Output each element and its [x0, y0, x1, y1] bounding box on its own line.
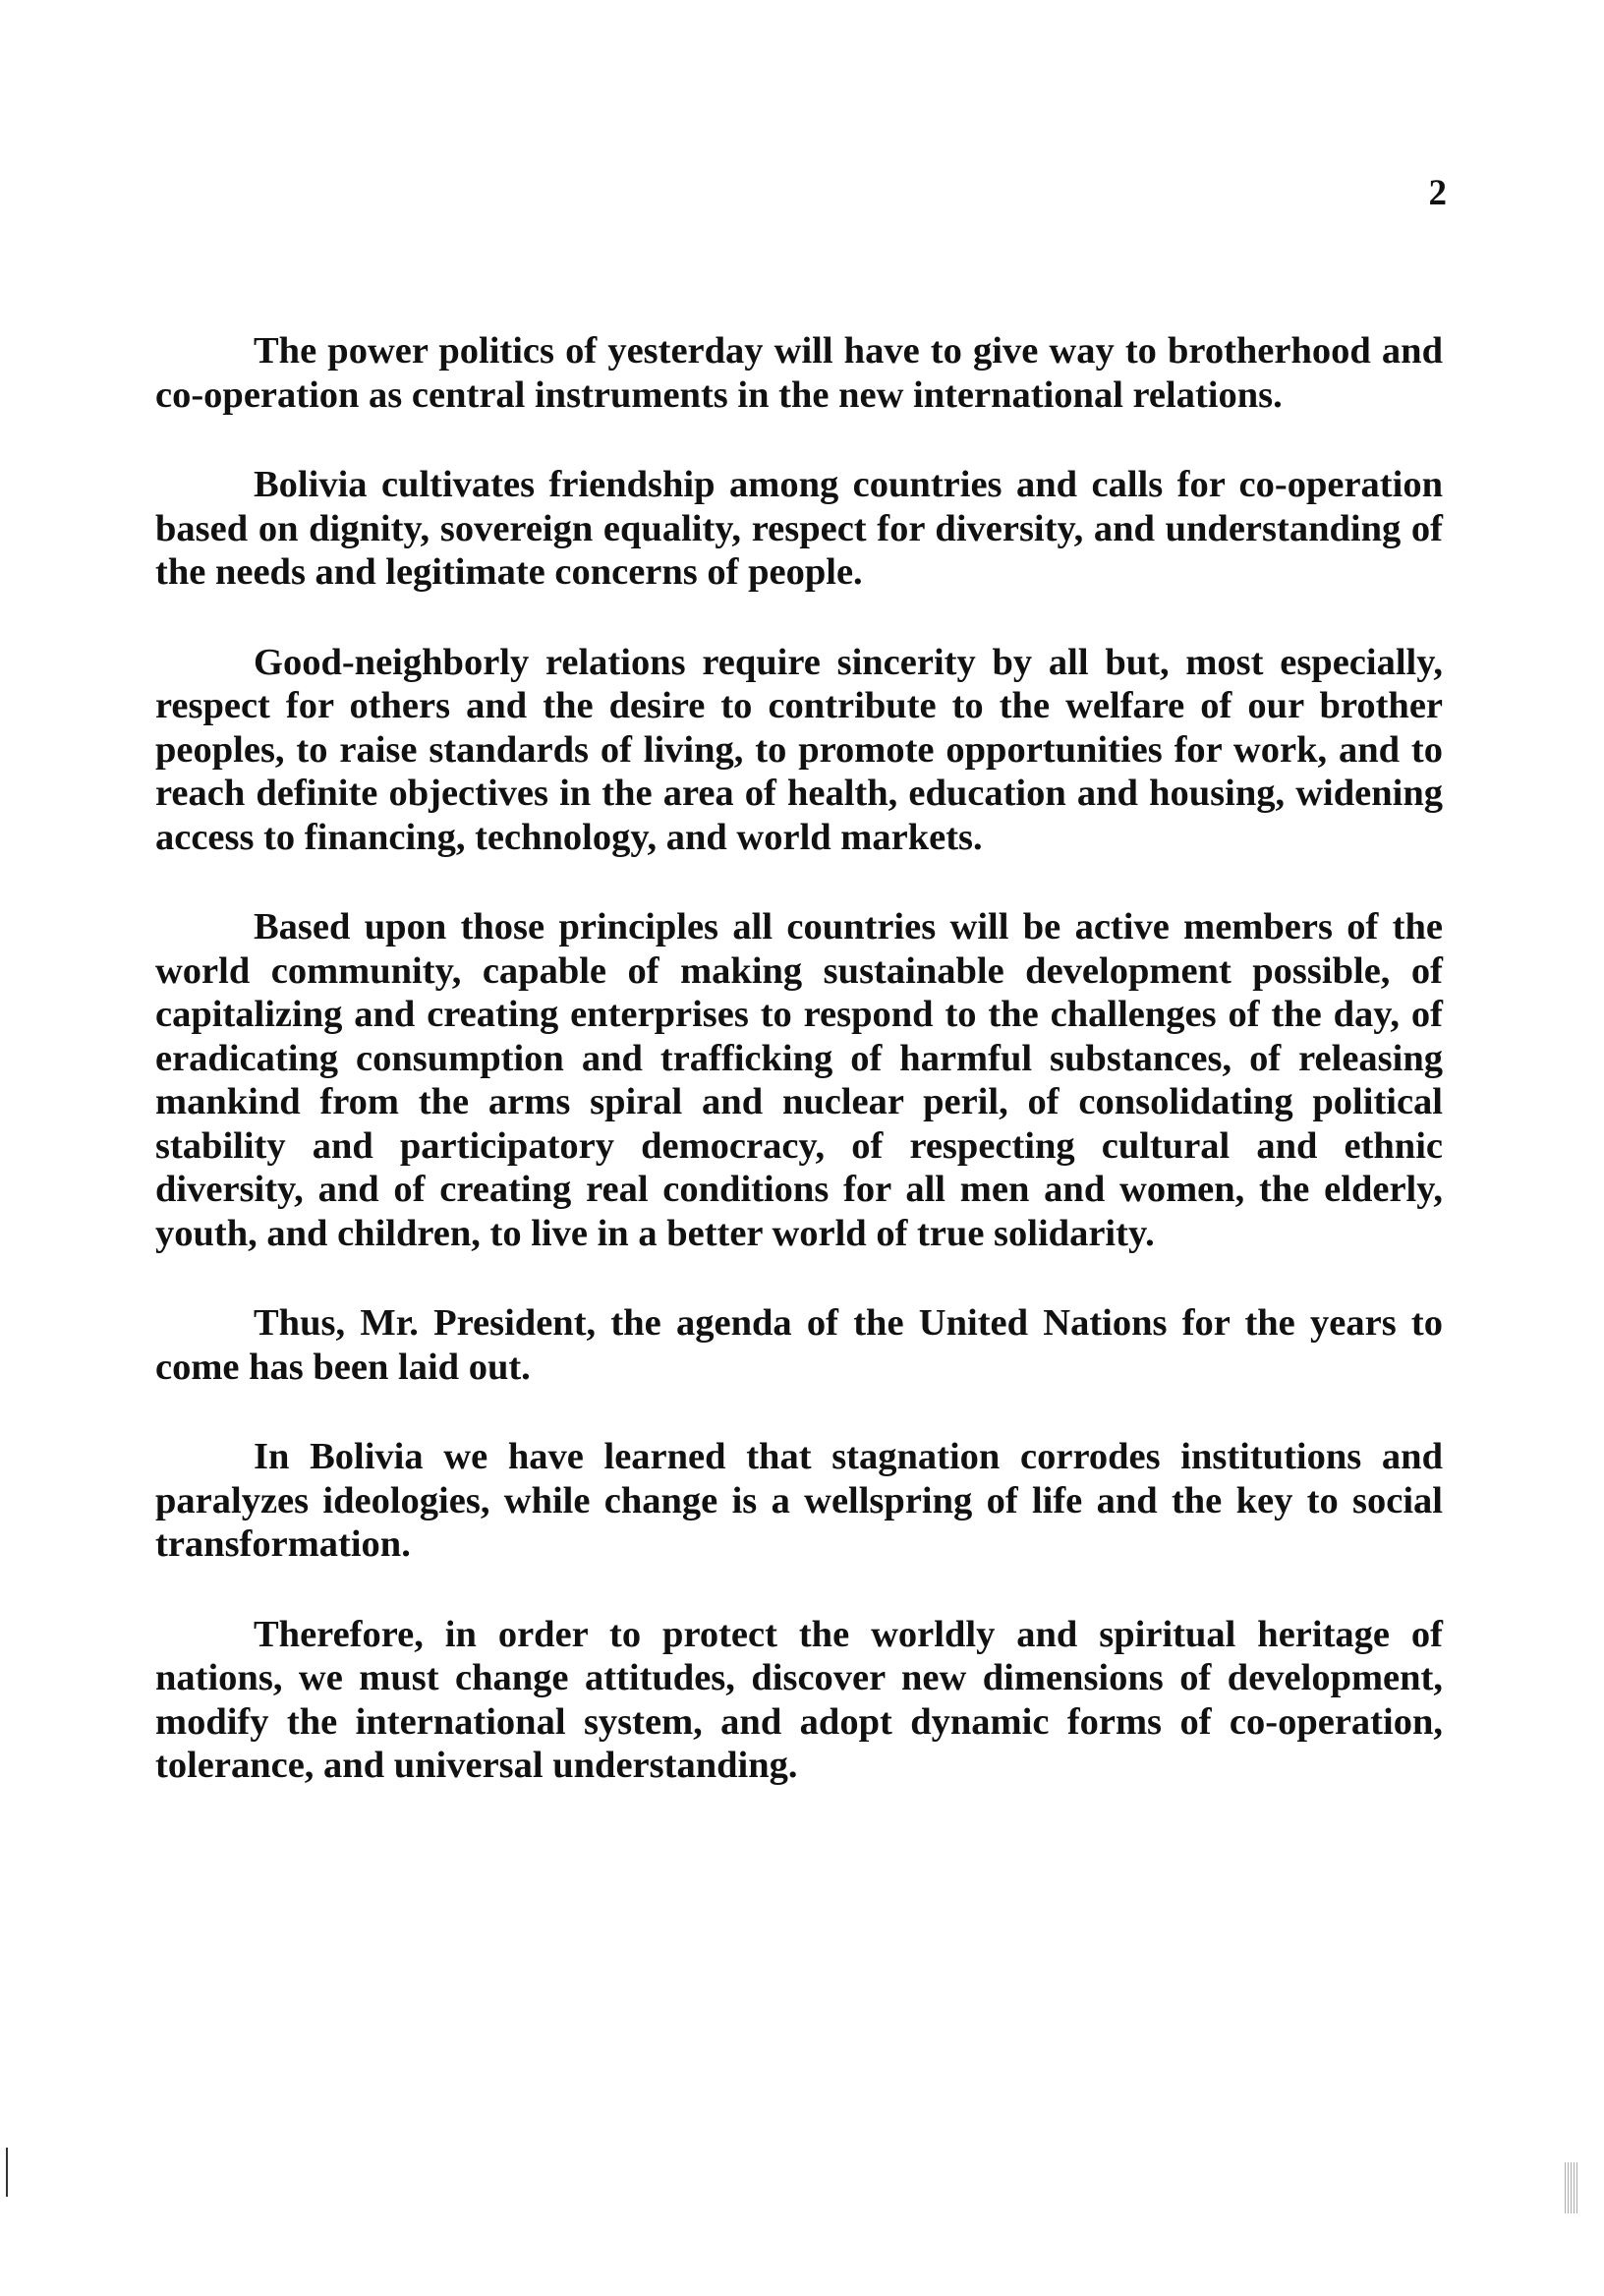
paragraph: Based upon those principles all countries will be active members of the world community, capable of making sustainable development possible, of capitalizing and creating enterprises to respond to the challenges of the day, of eradicating consumption and trafficking of harmful substances, of releasing mankind from the arms spiral and nuclear peril, of consolidating political stability and participatory democracy, of respecting cultural and ethnic diversity, and of creating real conditions for all men and women, the elderly, youth, and children, to live in a better world of true solidarity. [155, 906, 1443, 1254]
paragraph: Therefore, in order to protect the worldly and spiritual heritage of nations, we must change attitudes, discover new dimensions of development, modify the international system, and adopt dynamic forms of co-operation, tolerance, and universal understanding. [155, 1613, 1443, 1786]
document-body [155, 329, 1443, 1834]
paragraph: Good-neighborly relations require sincerity by all but, most especially, respect for others and the desire to contribute to the welfare of our brother peoples, to raise standards of living, to promote opportunities for work, and to reach definite objectives in the area of health, education and housing, widening access to financing, technology, and world markets. [155, 641, 1443, 858]
scan-artifact-mark [1565, 2162, 1578, 2213]
paragraph: Bolivia cultivates friendship among countries and calls for co-operation based on dignity, sovereign equality, respect for diversity, and understanding of the needs and legitimate concerns of people. [155, 464, 1443, 593]
paragraph: In Bolivia we have learned that stagnation corrodes institutions and paralyzes ideologies, while change is a wellspring of life and the key to social transformation. [155, 1436, 1443, 1565]
paragraph: Thus, Mr. President, the agenda of the United Nations for the years to come has been laid out. [155, 1302, 1443, 1388]
scan-edge-mark [6, 2148, 8, 2197]
page-number: 2 [1428, 173, 1447, 213]
paragraph: The power politics of yesterday will have to give way to brotherhood and co-operation as central instruments in the new international relations. [155, 330, 1443, 416]
